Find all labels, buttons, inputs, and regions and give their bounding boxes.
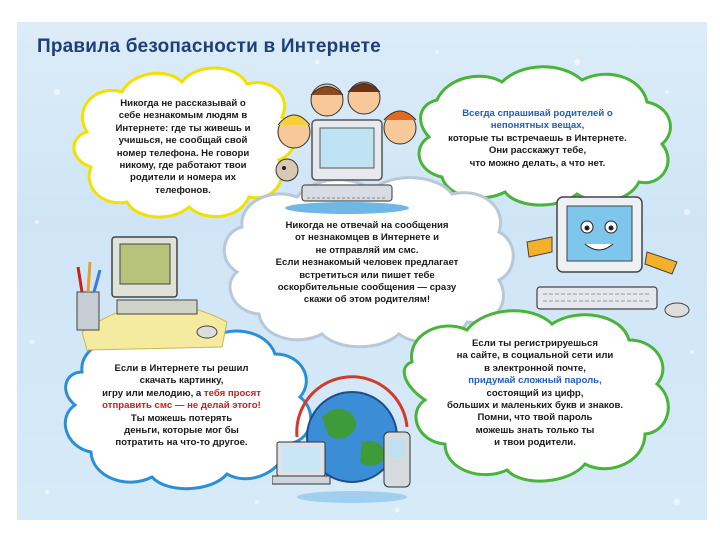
globe-devices-illustration bbox=[272, 372, 422, 512]
bubble-bottom-left bbox=[69, 363, 294, 450]
bubble-line-highlight: Всегда спрашивай родителей о bbox=[462, 108, 613, 119]
bubble-text: игру или мелодию, а bbox=[102, 387, 204, 399]
bubble-bottom-right bbox=[415, 338, 655, 450]
bubble-line-highlight: придумай сложный пароль, bbox=[468, 375, 602, 387]
bubble-line: Никогда не отвечай на сообщения bbox=[285, 220, 449, 231]
page-title: Правила безопасности в Интернете bbox=[37, 36, 381, 57]
bubble-line: Если ты регистрируешься bbox=[472, 338, 598, 349]
bubble-center bbox=[241, 220, 493, 307]
bubble-line: потратить на что-то другое. bbox=[115, 437, 248, 449]
bubble-line: родители и номера их bbox=[130, 172, 236, 184]
bubble-line: учишься, не сообщай свой bbox=[118, 135, 248, 147]
bubble-line: можешь знать только ты bbox=[475, 424, 595, 436]
bubble-line: которые ты встречаешь в Интернете. bbox=[448, 132, 627, 144]
bubble-line: что можно делать, а что нет. bbox=[469, 157, 606, 169]
bubble-line: телефонов. bbox=[155, 184, 211, 196]
bubble-line: Они расскажут тебе, bbox=[488, 145, 587, 157]
bubble-line: скажи об этом родителям! bbox=[303, 294, 431, 306]
bubble-line: Если незнакомый человек предлагает bbox=[275, 257, 459, 269]
bubble-line: Никогда не рассказывай о bbox=[120, 98, 246, 109]
bubble-line: скачать картинку, bbox=[139, 375, 224, 387]
bubble-line: от незнакомцев в Интернете и bbox=[294, 232, 440, 244]
bubble-line: и твои родители. bbox=[494, 437, 576, 449]
desk-computer-illustration bbox=[72, 222, 232, 352]
bubble-line bbox=[69, 388, 294, 400]
bubble-line: Ты можешь потерять bbox=[130, 412, 233, 424]
bubble-line: никому, где работают твои bbox=[119, 160, 247, 172]
bubble-line: не отправляй им смс. bbox=[315, 244, 419, 256]
bubble-top-right bbox=[415, 108, 660, 170]
bubble-top-left bbox=[83, 98, 283, 197]
bubble-line: больших и маленьких букв и знаков. bbox=[446, 400, 624, 412]
bubble-text-highlight: тебя просят bbox=[203, 387, 261, 399]
bubble-line: в электронной почте, bbox=[484, 362, 586, 374]
children-computer-illustration bbox=[272, 70, 422, 220]
bubble-line: Если в Интернете ты решил bbox=[114, 363, 249, 374]
bubble-line: встретиться или пишет тебе bbox=[299, 269, 435, 281]
poster bbox=[17, 22, 707, 520]
bubble-line: номер телефона. Не говори bbox=[116, 147, 250, 159]
bubble-line: Интернете: где ты живешь и bbox=[115, 122, 251, 134]
bubble-line: состоящий из цифр, bbox=[486, 387, 584, 399]
bubble-line: деньги, которые мог бы bbox=[124, 425, 239, 437]
bubble-line-highlight: отправить смс — не делай этого! bbox=[102, 400, 261, 412]
bubble-line: на сайте, в социальной сети или bbox=[456, 350, 614, 362]
smiling-computer-illustration bbox=[507, 192, 697, 322]
bubble-line: себе незнакомым людям в bbox=[118, 110, 248, 122]
bubble-line: оскорбительные сообщения — сразу bbox=[277, 282, 457, 294]
bubble-line: Помни, что твой пароль bbox=[477, 412, 593, 424]
bubble-line-highlight: непонятных вещах, bbox=[490, 120, 585, 132]
